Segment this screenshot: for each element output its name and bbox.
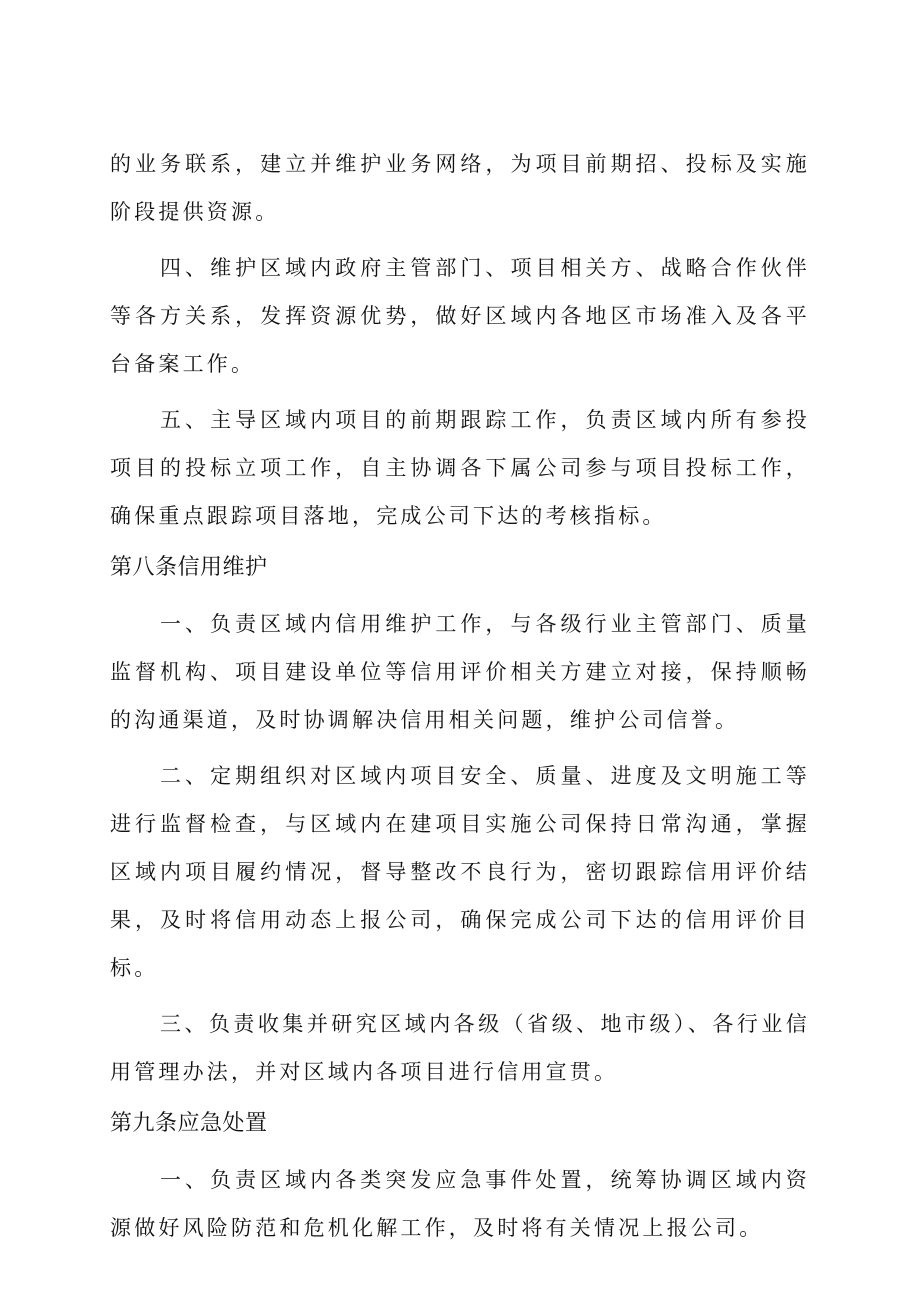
section-heading-article-8: 第八条信用维护 [110,555,268,580]
article-9-item-1: 一、负责区域内各类突发应急事件处置，统筹协调区域内资源做好风险防范和危机化解工作，及时将有关情况上报公司。 [110,1168,810,1240]
paragraph-item-5: 五、主导区域内项目的前期跟踪工作，负责区域内所有参投项目的投标立项工作，自主协调各下属公司参与项目投标工作，确保重点跟踪项目落地，完成公司下达的考核指标。 [110,408,810,528]
article-8-item-3: 三、负责收集并研究区域内各级（省级、地市级）、各行业信用管理办法，并对区域内各项目进行信用宣贯。 [110,1012,810,1084]
article-8-item-1: 一、负责区域内信用维护工作，与各级行业主管部门、质量监督机构、项目建设单位等信用评价相关方建立对接，保持顺畅的沟通渠道，及时协调解决信用相关问题，维护公司信誉。 [110,612,810,732]
section-heading-article-9: 第九条应急处置 [110,1111,268,1136]
paragraph-continued: 的业务联系，建立并维护业务网络，为项目前期招、投标及实施阶段提供资源。 [110,152,810,224]
document-page [110,140,810,1252]
article-8-item-2: 二、定期组织对区域内项目安全、质量、进度及文明施工等进行监督检查，与区域内在建项目实施公司保持日常沟通，掌握区域内项目履约情况，督导整改不良行为，密切跟踪信用评价结果，及时将信用动态上报公司，确保完成公司下达的信用评价目标。 [110,764,810,980]
paragraph-item-4: 四、维护区域内政府主管部门、项目相关方、战略合作伙伴等各方关系，发挥资源优势，做好区域内各地区市场准入及各平台备案工作。 [110,256,810,376]
